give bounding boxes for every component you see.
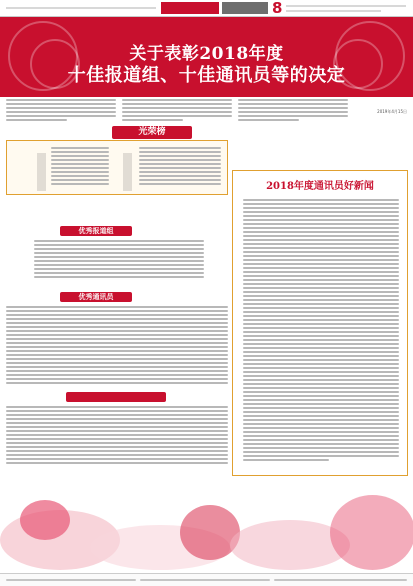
headline-line-1: 关于表彰2018年度 [129, 44, 284, 64]
news-work-list [6, 406, 228, 466]
page-number: 8 [272, 0, 283, 17]
excellent-correspondents-banner: 优秀通讯员 [60, 292, 132, 302]
masthead [0, 0, 413, 17]
top-ten-correspondents-vertical-title [123, 153, 132, 191]
top-ten-box [6, 140, 228, 195]
good-news-list [243, 199, 399, 463]
excellent-groups-banner: 优秀报道组 [60, 226, 132, 236]
decision-date: 2019年4月15日 [377, 109, 407, 114]
decision-text-col-1 [6, 99, 116, 124]
floral-decoration [0, 470, 413, 570]
good-news-title: 2018年度通讯员好新闻 [266, 181, 374, 192]
newspaper-logo [161, 2, 219, 14]
header-rule [6, 7, 156, 9]
decision-text-col-3 [238, 99, 348, 124]
honor-roll-banner: 光荣榜 [112, 126, 192, 139]
section-banner [222, 2, 268, 14]
footer-strip [0, 573, 413, 586]
top-ten-correspondents-list [139, 147, 221, 187]
headline-line-2: 十佳报道组、十佳通讯员等的决定 [67, 65, 346, 86]
header-rule [286, 5, 406, 7]
news-work-banner [66, 392, 166, 402]
decision-text-col-2 [122, 99, 232, 124]
excellent-correspondents-list [6, 306, 228, 386]
good-news-box [232, 170, 408, 476]
top-ten-groups-vertical-title [37, 153, 46, 191]
header-rule [286, 10, 381, 12]
headline-banner [0, 17, 413, 97]
top-ten-groups-list [51, 147, 109, 187]
excellent-groups-list [34, 240, 204, 280]
